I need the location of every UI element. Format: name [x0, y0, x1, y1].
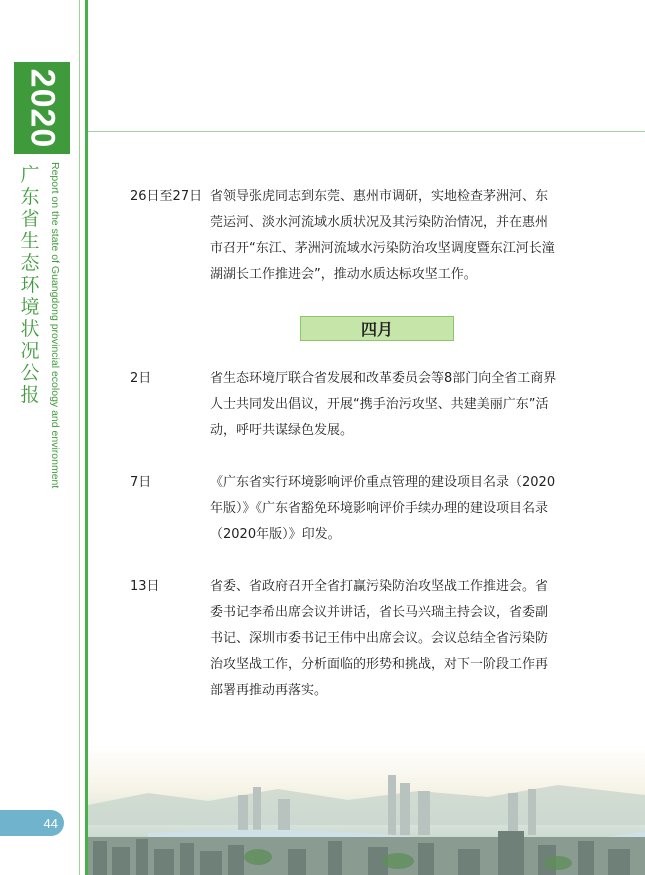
city-skyline-image — [88, 745, 645, 875]
entry-text: 《广东省实行环境影响评价重点管理的建设项目名录（2020年版）》《广东省豁免环境影响评价手续办理的建设项目名录（2020年版）》印发。 — [210, 475, 556, 542]
entry-april-13 — [130, 574, 560, 704]
entry-march-26 — [130, 184, 560, 288]
entry-april-2 — [130, 366, 560, 444]
entry-date: 26日至27日 — [130, 189, 203, 204]
sidebar-thin-line — [79, 0, 80, 875]
report-title-en: Report on the state of Guangdong provincial ecology and environment — [49, 162, 61, 489]
month-banner — [300, 316, 454, 341]
header-rule — [88, 131, 645, 132]
page-number: 44 — [43, 815, 58, 831]
entry-text: 省领导张虎同志到东莞、惠州市调研，实地检查茅洲河、东莞运河、淡水河流域水质状况及其污染防治情况，并在惠州市召开“东江、茅洲河流域水污染防治攻坚调度暨东江河长潼湖湖长工作推进会”，推动水质达标攻坚工作。 — [210, 189, 555, 282]
entry-text: 省委、省政府召开全省打赢污染防治攻坚战工作推进会。省委书记李希出席会议并讲话，省长马兴瑞主持会议，省委副书记、深圳市委书记王伟中出席会议。会议总结全省污染防治攻坚战工作，分析面临的形势和挑战，对下一阶段工作再部署再推动再落实。 — [210, 579, 549, 698]
page-number-tab — [0, 810, 64, 836]
entry-text: 省生态环境厅联合省发展和改革委员会等8部门向全省工商界人士共同发出倡议，开展“携手治污攻坚、共建美丽广东”活动，呼吁共谋绿色发展。 — [210, 371, 557, 438]
entry-date: 7日 — [130, 475, 152, 490]
year-label-wrap — [14, 62, 70, 154]
year-label: 2020 — [23, 68, 62, 148]
report-title-zh: 广 东 省 生 态 环 境 状 况 公 报 — [20, 164, 40, 406]
entry-date: 2日 — [130, 371, 152, 386]
entry-april-7 — [130, 470, 560, 548]
entry-date: 13日 — [130, 579, 160, 594]
month-label: 四月 — [360, 320, 393, 339]
